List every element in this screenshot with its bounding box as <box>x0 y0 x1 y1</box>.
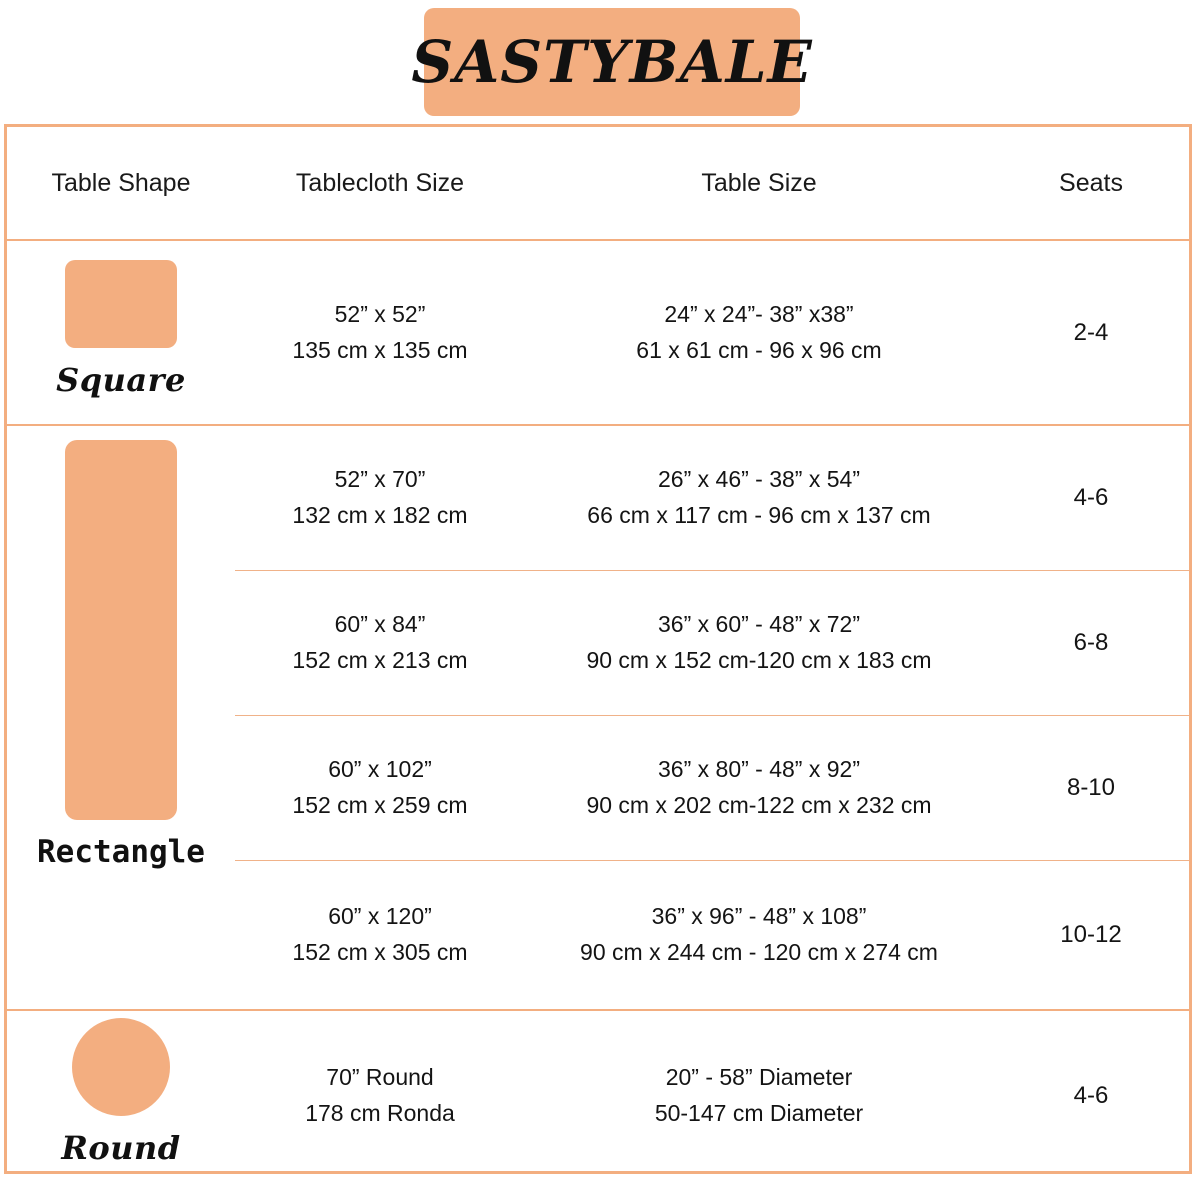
table-size-cm: 50-147 cm Diameter <box>654 1099 864 1126</box>
table-header <box>7 127 1189 240</box>
cell-tablecloth-size <box>235 240 525 425</box>
cell-seats: 6-8 <box>993 570 1189 715</box>
size-chart-frame <box>4 124 1192 1174</box>
header-tablecloth-size: Tablecloth Size <box>235 127 525 240</box>
shape-cell-round <box>7 1010 235 1180</box>
table-size-cm: 90 cm x 152 cm-120 cm x 183 cm <box>586 646 932 673</box>
table-size-inches: 24” x 24”- 38” x38” <box>664 300 854 327</box>
tablecloth-size-inches: 52” x 52” <box>334 300 426 327</box>
rectangle-shape-icon <box>65 440 177 820</box>
tablecloth-size-inches: 60” x 102” <box>328 755 432 782</box>
table-row <box>7 240 1189 425</box>
cell-tablecloth-size <box>235 860 525 1010</box>
brand-name: SASTYBALE <box>411 28 813 96</box>
cell-seats: 4-6 <box>993 425 1189 570</box>
square-shape-icon <box>65 260 177 348</box>
tablecloth-size-cm: 152 cm x 213 cm <box>292 646 468 673</box>
header-table-shape: Table Shape <box>7 127 235 240</box>
tablecloth-size-inches: 60” x 84” <box>334 610 426 637</box>
header-row <box>7 127 1189 240</box>
cell-table-size <box>525 425 993 570</box>
tablecloth-size-cm: 152 cm x 259 cm <box>292 791 468 818</box>
table-size-inches: 26” x 46” - 38” x 54” <box>658 466 860 493</box>
table-body <box>7 240 1189 1180</box>
table-size-cm: 90 cm x 202 cm-122 cm x 232 cm <box>586 791 932 818</box>
cell-tablecloth-size <box>235 570 525 715</box>
cell-seats: 2-4 <box>993 240 1189 425</box>
shape-label-round: Round <box>61 1128 181 1167</box>
tablecloth-size-table <box>7 127 1189 1180</box>
cell-table-size <box>525 715 993 860</box>
table-row <box>7 425 1189 570</box>
table-size-inches: 20” - 58” Diameter <box>665 1063 853 1090</box>
cell-seats: 4-6 <box>993 1010 1189 1180</box>
header-table-size: Table Size <box>525 127 993 240</box>
brand-banner <box>0 0 1200 124</box>
cell-table-size <box>525 860 993 1010</box>
cell-table-size <box>525 570 993 715</box>
table-size-cm: 90 cm x 244 cm - 120 cm x 274 cm <box>580 938 938 965</box>
table-size-inches: 36” x 80” - 48” x 92” <box>658 755 860 782</box>
tablecloth-size-cm: 132 cm x 182 cm <box>292 501 468 528</box>
table-row <box>7 1010 1189 1180</box>
tablecloth-size-inches: 60” x 120” <box>328 903 432 930</box>
cell-seats: 8-10 <box>993 715 1189 860</box>
tablecloth-size-cm: 152 cm x 305 cm <box>292 938 468 965</box>
cell-table-size <box>525 1010 993 1180</box>
round-shape-icon <box>72 1018 170 1116</box>
table-size-inches: 36” x 96” - 48” x 108” <box>651 903 867 930</box>
tablecloth-size-inches: 52” x 70” <box>334 466 426 493</box>
table-size-cm: 61 x 61 cm - 96 x 96 cm <box>636 336 882 363</box>
shape-cell-rectangle <box>7 425 235 1010</box>
cell-tablecloth-size <box>235 1010 525 1180</box>
shape-label-square: Square <box>56 360 186 399</box>
shape-cell-square <box>7 240 235 425</box>
cell-seats: 10-12 <box>993 860 1189 1010</box>
tablecloth-size-cm: 178 cm Ronda <box>305 1099 455 1126</box>
cell-table-size <box>525 240 993 425</box>
table-size-cm: 66 cm x 117 cm - 96 cm x 137 cm <box>587 501 931 528</box>
tablecloth-size-cm: 135 cm x 135 cm <box>292 336 468 363</box>
header-seats: Seats <box>993 127 1189 240</box>
cell-tablecloth-size <box>235 715 525 860</box>
shape-label-rectangle: Rectangle <box>37 834 205 870</box>
table-size-inches: 36” x 60” - 48” x 72” <box>658 610 860 637</box>
tablecloth-size-inches: 70” Round <box>326 1063 434 1090</box>
cell-tablecloth-size <box>235 425 525 570</box>
